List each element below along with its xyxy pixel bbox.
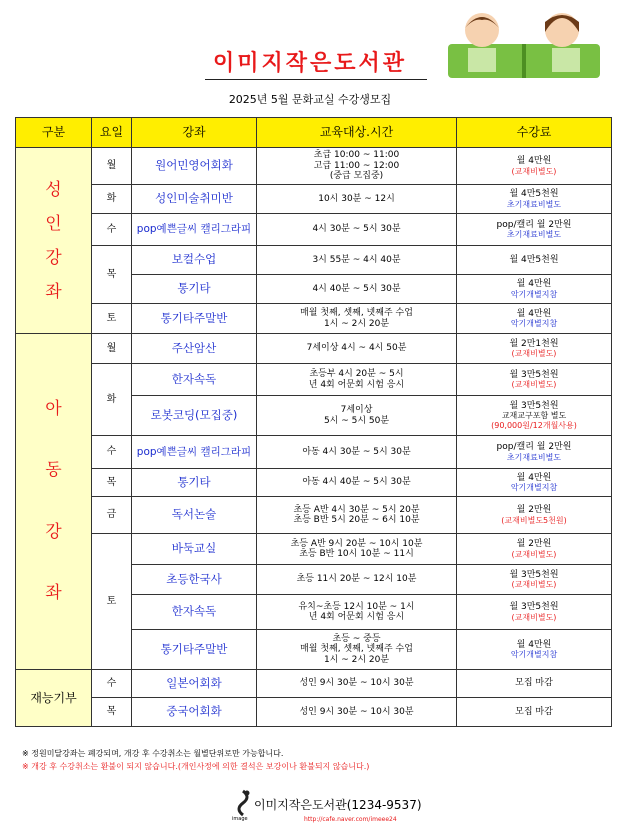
time-cell: 초등부 4시 20분 ~ 5시 년 4회 어문회 시험 응시 — [257, 364, 457, 396]
day-cell: 금 — [92, 497, 132, 534]
table-row — [16, 185, 612, 214]
course-name: 중국어회화 — [132, 698, 257, 727]
fee-cell: 월 2만1천원 (교재비별도) — [457, 334, 612, 364]
table-row — [16, 214, 612, 246]
time-cell: 유치~초등 12시 10분 ~ 1시 년 4회 어문회 시험 응시 — [257, 595, 457, 630]
course-name: 성인미술취미반 — [132, 185, 257, 214]
col-header: 수강료 — [457, 118, 612, 148]
category-child — [16, 334, 92, 670]
table-row — [16, 436, 612, 469]
library-logo-icon — [232, 788, 254, 818]
fee-cell: 월 4만원 악기개별지참 — [457, 275, 612, 304]
page-subtitle: 2025년 5월 문화교실 수강생모집 — [228, 93, 392, 106]
fee-cell: pop/캘리 월 2만원 초기재료비별도 — [457, 436, 612, 469]
course-name: 통기타 — [132, 469, 257, 497]
day-cell: 월 — [92, 148, 132, 185]
notice-text: ※ 개강 후 수강취소는 환불이 되지 않습니다.(개인사정에 의한 결석은 보강이나 환불되지 않습니다.) — [22, 762, 370, 771]
notice-text: ※ 정원미달강좌는 폐강되며, 개강 후 수강취소는 월별단위로만 가능합니다. — [22, 749, 284, 758]
course-name: 바둑교실 — [132, 534, 257, 565]
day-cell: 토 — [92, 534, 132, 670]
col-header: 요일 — [92, 118, 132, 148]
col-header: 강좌 — [132, 118, 257, 148]
day-cell: 수 — [92, 436, 132, 469]
fee-cell: pop/캘리 월 2만원 초기재료비별도 — [457, 214, 612, 246]
table-row — [16, 497, 612, 534]
course-name: 일본어회화 — [132, 670, 257, 698]
time-cell: 4시 30분 ~ 5시 30분 — [257, 214, 457, 246]
time-cell: 초등 A반 4시 30분 ~ 5시 20분 초등 B반 5시 20분 ~ 6시 10분 — [257, 497, 457, 534]
footer-library-name: 이미지작은도서관(1234-9537) — [254, 798, 422, 812]
course-name: 한자속독 — [132, 364, 257, 396]
table-row — [16, 246, 612, 275]
course-name: 주산암산 — [132, 334, 257, 364]
time-cell: 성인 9시 30분 ~ 10시 30분 — [257, 698, 457, 727]
fee-cell: 월 4만5천원 초기재료비별도 — [457, 185, 612, 214]
fee-cell: 월 4만원 악기개별지참 — [457, 630, 612, 670]
footer-url[interactable]: http://cafe.naver.com/imeee24 — [304, 816, 397, 823]
category-label: 성인강좌 — [45, 179, 62, 302]
table-row — [16, 304, 612, 334]
fee-cell: 월 3만5천원 (교재비별도) — [457, 595, 612, 630]
col-header: 구분 — [16, 118, 92, 148]
course-name: pop예쁜글씨 캘리그라피 — [132, 214, 257, 246]
time-cell: 7세이상 4시 ~ 4시 50분 — [257, 334, 457, 364]
course-name: 초등한국사 — [132, 565, 257, 595]
col-header: 교육대상.시간 — [257, 118, 457, 148]
fee-cell: 월 4만원 (교재비별도) — [457, 148, 612, 185]
logo-text: image — [232, 816, 248, 822]
time-cell: 아동 4시 30분 ~ 5시 30분 — [257, 436, 457, 469]
time-cell: 아동 4시 40분 ~ 5시 30분 — [257, 469, 457, 497]
table-row — [16, 469, 612, 497]
schedule-table — [15, 117, 612, 727]
time-cell: 초급 10:00 ~ 11:00 고급 11:00 ~ 12:00 (중급 모집중) — [257, 148, 457, 185]
table-row — [16, 364, 612, 396]
fee-cell: 모집 마감 — [457, 698, 612, 727]
time-cell: 초등 ~ 중등 매월 첫째, 셋째, 넷째주 수업 1시 ~ 2시 20분 — [257, 630, 457, 670]
table-row — [16, 698, 612, 727]
fee-cell: 월 4만원 악기개별지참 — [457, 469, 612, 497]
fee-cell: 월 2만원 (교재비별도5천원) — [457, 497, 612, 534]
day-cell: 수 — [92, 214, 132, 246]
day-cell: 화 — [92, 185, 132, 214]
fee-cell: 월 3만5천원 교재교구포함 별도 (90,000원/12개월사용) — [457, 396, 612, 436]
day-cell: 수 — [92, 670, 132, 698]
time-cell: 매월 첫째, 셋째, 넷째주 수업 1시 ~ 2시 20분 — [257, 304, 457, 334]
footer — [232, 786, 472, 826]
category-label: 아동강좌 — [45, 399, 62, 603]
course-name: 한자속독 — [132, 595, 257, 630]
course-name: 독서논술 — [132, 497, 257, 534]
course-name: 보컬수업 — [132, 246, 257, 275]
time-cell: 초등 A반 9시 20분 ~ 10시 10분 초등 B반 10시 10분 ~ 11시 — [257, 534, 457, 565]
fee-cell: 월 4만5천원 — [457, 246, 612, 275]
course-name: 원어민영어회화 — [132, 148, 257, 185]
course-name: 통기타 — [132, 275, 257, 304]
time-cell: 7세이상 5시 ~ 5시 50분 — [257, 396, 457, 436]
title-underline — [205, 79, 427, 80]
time-cell: 성인 9시 30분 ~ 10시 30분 — [257, 670, 457, 698]
fee-cell: 모집 마감 — [457, 670, 612, 698]
category-talent: 재능기부 — [16, 670, 92, 727]
table-row — [16, 670, 612, 698]
table-row — [16, 148, 612, 185]
day-cell: 목 — [92, 698, 132, 727]
course-name: 통기타주말반 — [132, 630, 257, 670]
fee-cell: 월 3만5천원 (교재비별도) — [457, 364, 612, 396]
fee-cell: 월 4만원 악기개별지참 — [457, 304, 612, 334]
course-name: 통기타주말반 — [132, 304, 257, 334]
course-name: pop예쁜글씨 캘리그라피 — [132, 436, 257, 469]
time-cell: 10시 30분 ~ 12시 — [257, 185, 457, 214]
day-cell: 월 — [92, 334, 132, 364]
course-name: 로봇코딩(모집중) — [132, 396, 257, 436]
table-row — [16, 534, 612, 565]
day-cell: 목 — [92, 469, 132, 497]
day-cell: 토 — [92, 304, 132, 334]
time-cell: 3시 55분 ~ 4시 40분 — [257, 246, 457, 275]
table-header-row — [16, 118, 612, 148]
table-row — [16, 334, 612, 364]
fee-cell: 월 2만원 (교재비별도) — [457, 534, 612, 565]
time-cell: 초등 11시 20분 ~ 12시 10분 — [257, 565, 457, 595]
category-adult — [16, 148, 92, 334]
day-cell: 화 — [92, 364, 132, 436]
fee-cell: 월 3만5천원 (교재비별도) — [457, 565, 612, 595]
day-cell: 목 — [92, 246, 132, 304]
page-title: 이미지작은도서관 — [212, 51, 408, 76]
time-cell: 4시 40분 ~ 5시 30분 — [257, 275, 457, 304]
